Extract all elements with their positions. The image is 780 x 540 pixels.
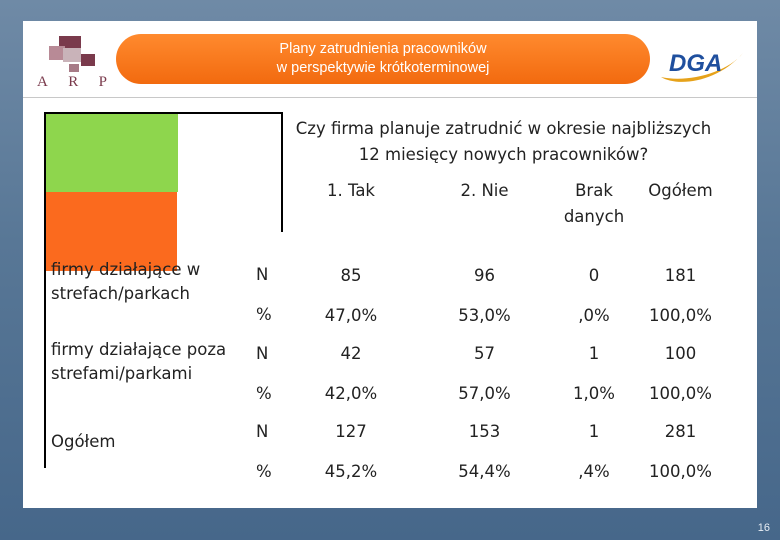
cell-strefy-n-tak: 85 — [340, 266, 362, 285]
cell-poza-n-tak: 42 — [340, 344, 362, 363]
measure-poza-n: N — [256, 344, 269, 363]
group-label-ogolem: Ogółem — [51, 432, 116, 451]
measure-strefy-n: N — [256, 265, 269, 284]
measure-ogolem-pct: % — [256, 462, 272, 481]
table-left-border — [44, 112, 46, 468]
cell-ogolem-n-ogolem: 281 — [664, 422, 697, 441]
cell-poza-pct-ogolem: 100,0% — [649, 384, 712, 403]
header-divider — [23, 97, 757, 98]
arp-letter-a: A — [37, 74, 48, 90]
title-line-1: Plany zatrudnienia pracowników — [279, 41, 487, 57]
measure-ogolem-n: N — [256, 422, 269, 441]
col-header-brak-danych: Brak danych — [563, 181, 625, 226]
col-header-ogolem: Ogółem — [648, 181, 713, 200]
cell-strefy-pct-brak: ,0% — [578, 306, 610, 325]
cell-poza-pct-nie: 57,0% — [458, 384, 511, 403]
col-header-nie: 2. Nie — [460, 181, 509, 200]
arp-letter-p: P — [98, 74, 107, 90]
table-top-border — [44, 112, 283, 114]
cell-poza-n-nie: 57 — [474, 344, 495, 363]
cell-strefy-n-nie: 96 — [474, 266, 495, 285]
measure-poza-pct: % — [256, 384, 272, 403]
dga-logo — [657, 43, 747, 85]
group-label-strefy: firmy działające w strefach/parkach — [51, 260, 201, 303]
cell-poza-pct-brak: 1,0% — [573, 384, 615, 403]
arp-letter-r: R — [68, 74, 79, 90]
data-table — [44, 112, 724, 481]
slide — [23, 21, 757, 508]
cell-ogolem-pct-brak: ,4% — [578, 462, 610, 481]
group-label-poza: firmy działające poza strefami/parkami — [51, 340, 227, 383]
cell-poza-n-brak: 1 — [588, 344, 600, 363]
cell-ogolem-pct-tak: 45,2% — [324, 462, 378, 481]
cell-poza-n-ogolem: 100 — [664, 344, 697, 363]
cell-ogolem-n-brak: 1 — [588, 422, 600, 441]
cell-strefy-pct-ogolem: 100,0% — [649, 306, 712, 325]
cell-strefy-n-brak: 0 — [588, 266, 600, 285]
cell-poza-pct-tak: 42,0% — [324, 384, 378, 403]
cell-ogolem-n-tak: 127 — [335, 422, 367, 441]
cell-strefy-n-ogolem: 181 — [664, 266, 697, 285]
measure-strefy-pct: % — [256, 305, 272, 324]
question-header: Czy firma planuje zatrudnić w okresie najbliższych 12 miesięcy nowych pracowników? — [295, 119, 712, 164]
cell-ogolem-pct-nie: 54,4% — [458, 462, 511, 481]
col-header-tak: 1. Tak — [326, 181, 375, 200]
title-line-2: w perspektywie krótkoterminowej — [276, 60, 490, 76]
page-number: 16 — [757, 522, 770, 534]
cell-strefy-pct-nie: 53,0% — [458, 306, 511, 325]
cell-ogolem-n-nie: 153 — [468, 422, 501, 441]
dga-wordmark: DGA — [669, 50, 723, 77]
slide-title — [116, 34, 650, 84]
arp-wordmark — [37, 74, 107, 91]
cell-strefy-pct-tak: 47,0% — [324, 306, 378, 325]
cell-ogolem-pct-ogolem: 100,0% — [649, 462, 712, 481]
highlight-tak-strefy — [44, 112, 178, 192]
